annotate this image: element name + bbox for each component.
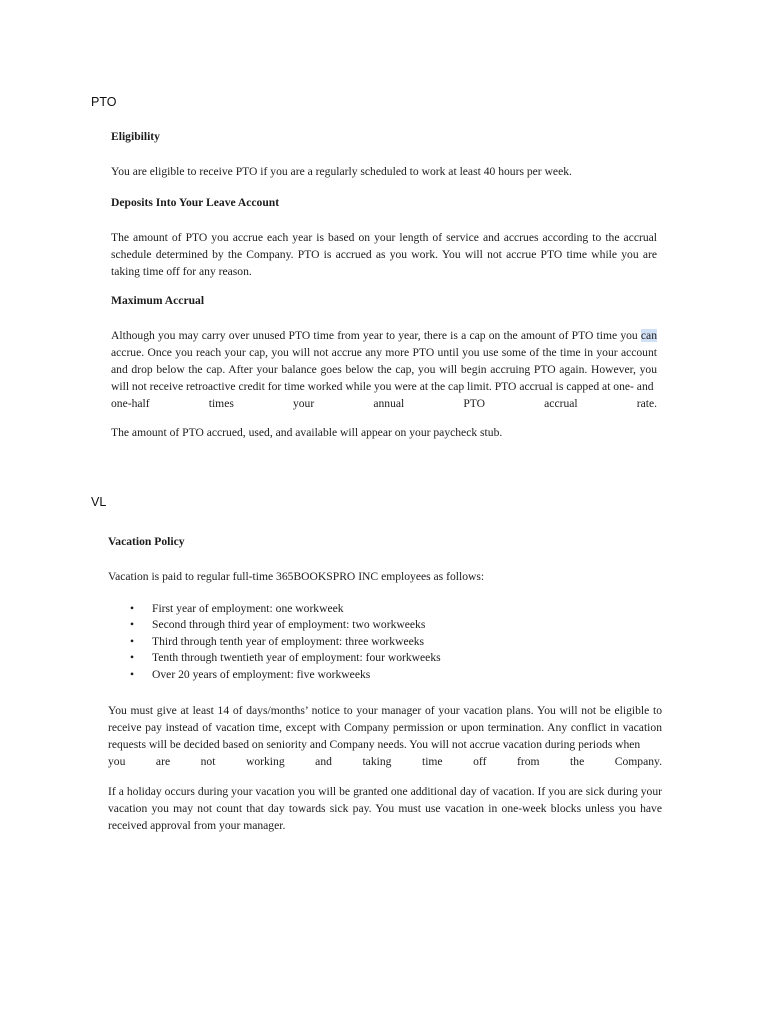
bullet-icon: • xyxy=(130,667,135,681)
list-item xyxy=(130,634,650,650)
max-accrual-heading: Maximum Accrual xyxy=(111,294,205,307)
list-item-text: Third through tenth year of employment: three workweeks xyxy=(152,634,425,648)
vacation-intro-text: Vacation is paid to regular full-time 365BOOKSPRO INC employees as follows: xyxy=(108,570,485,583)
vacation-schedule-list xyxy=(130,601,650,683)
list-item-text: First year of employment: one workweek xyxy=(152,602,344,615)
eligibility-text: You are eligible to receive PTO if you are a regularly scheduled to work at least 40 hours per week. xyxy=(111,165,572,178)
bullet-icon: • xyxy=(130,651,135,665)
vl-section-title: VL xyxy=(91,495,107,509)
eligibility-paragraph xyxy=(111,163,657,180)
list-item xyxy=(130,601,650,617)
vacation-policy-heading: Vacation Policy xyxy=(108,535,185,548)
vacation-notice-text: You must give at least 14 of days/months’ notice to your manager of your vacation plans. You will not be eligible to receive pay instead of vacation time, except with Company permission or upon termination. Any conflict in vacation requests will be decided based on seniority and Company needs. You will not accrue vacation during periods when xyxy=(108,704,662,751)
list-item-text: Tenth through twentieth year of employment: four workweeks xyxy=(152,651,441,665)
max-accrual-paragraph xyxy=(111,327,657,412)
max-accrual-text-a: Although you may carry over unused PTO time from year to year, there is a cap on the amount of PTO time you xyxy=(111,329,641,342)
list-item xyxy=(130,667,650,683)
vacation-notice-last-line: you are not working and taking time off from the Company. xyxy=(108,755,662,768)
eligibility-heading: Eligibility xyxy=(111,130,160,143)
bullet-icon: • xyxy=(130,602,135,615)
deposits-paragraph xyxy=(111,229,657,280)
pto-section-title: PTO xyxy=(91,95,117,109)
list-item-text: Over 20 years of employment: five workweeks xyxy=(152,667,371,681)
list-item xyxy=(130,650,650,666)
holiday-text: If a holiday occurs during your vacation you will be granted one additional day of vacation. If you are sick during your vacation you may not count that day towards sick pay. You must use vacation in one-week blocks unless you have received approval from your manager. xyxy=(108,785,662,832)
vacation-intro-paragraph xyxy=(108,568,662,585)
max-accrual-text-b: accrue. Once you reach your cap, you will not accrue any more PTO until you use some of the time in your account and drop below the cap. After your balance goes below the cap, you will begin accruing PTO again. However, you will not receive retroactive credit for time worked while you were at the cap limit. PTO accrual is capped at one- and xyxy=(111,346,657,393)
paycheck-text: The amount of PTO accrued, used, and available will appear on your paycheck stub. xyxy=(111,426,503,439)
holiday-paragraph xyxy=(108,783,662,834)
bullet-icon: • xyxy=(130,618,135,632)
list-item xyxy=(130,617,650,633)
vacation-notice-paragraph xyxy=(108,702,662,770)
deposits-heading: Deposits Into Your Leave Account xyxy=(111,196,280,209)
bullet-icon: • xyxy=(130,634,135,648)
selected-word-highlight[interactable]: can xyxy=(640,329,657,342)
max-accrual-last-line: one-half times your annual PTO accrual rate. xyxy=(111,397,657,410)
deposits-text: The amount of PTO you accrue each year is based on your length of service and accrues according to the accrual schedule determined by the Company. PTO is accrued as you work. You will not accrue PTO time while you are taking time off for any reason. xyxy=(111,231,657,278)
paycheck-paragraph xyxy=(111,424,657,441)
max-accrual-text xyxy=(111,327,657,395)
list-item-text: Second through third year of employment: two workweeks xyxy=(152,618,426,632)
